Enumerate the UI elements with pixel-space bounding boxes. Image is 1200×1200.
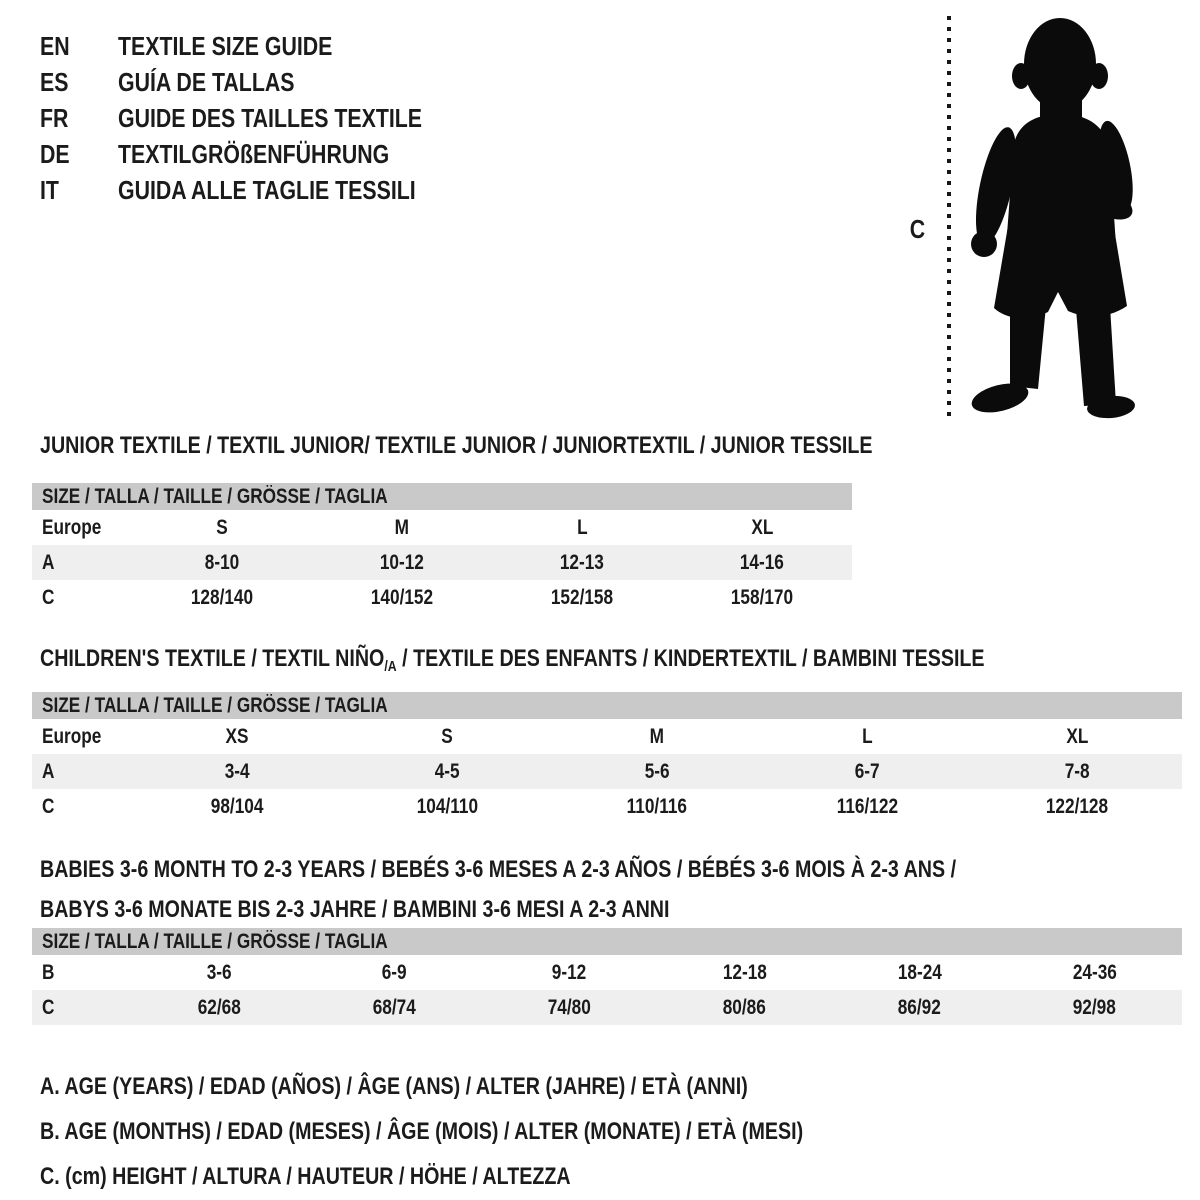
- height-cell: 80/86: [722, 995, 767, 1019]
- size-cell: XS: [225, 724, 249, 748]
- size-cell: XL: [750, 515, 774, 539]
- junior-age-label: A: [42, 550, 55, 574]
- children-height-row: [32, 789, 1182, 824]
- size-cell: L: [861, 724, 873, 748]
- language-code-fr: FR: [40, 102, 69, 133]
- babies-section-title: [40, 850, 1157, 930]
- babies-section-title-line2: BABYS 3-6 MONATE BIS 2-3 JAHRE / BAMBINI 3-6 MESI A 2-3 ANNI: [40, 896, 670, 923]
- age-cell: 4-5: [434, 759, 460, 783]
- language-code-de: DE: [40, 138, 70, 169]
- children-age-label: A: [42, 759, 55, 783]
- language-row-en: [40, 28, 489, 64]
- height-cell: 98/104: [210, 794, 264, 818]
- junior-size-header-text: SIZE / TALLA / TAILLE / GRÖSSE / TAGLIA: [42, 484, 388, 508]
- junior-section-title-text: JUNIOR TEXTILE / TEXTIL JUNIOR/ TEXTILE JUNIOR / JUNIORTEXTIL / JUNIOR TESSILE: [40, 432, 873, 459]
- babies-section-title-line1: BABIES 3-6 MONTH TO 2-3 YEARS / BEBÉS 3-6 MESES A 2-3 AÑOS / BÉBÉS 3-6 MOIS À 2-3 ANS /: [40, 856, 957, 883]
- babies-size-header-text: SIZE / TALLA / TAILLE / GRÖSSE / TAGLIA: [42, 929, 388, 953]
- language-title-block: [40, 28, 489, 208]
- language-row-de: [40, 136, 489, 172]
- height-cell: 110/116: [626, 794, 688, 818]
- months-cell: 12-18: [722, 960, 767, 984]
- legend-height-cm: C. (cm) HEIGHT / ALTURA / HAUTEUR / HÖHE / ALTEZZA: [40, 1163, 571, 1190]
- months-cell: 24-36: [1072, 960, 1117, 984]
- height-cell: 128/140: [190, 585, 254, 609]
- size-cell: M: [394, 515, 410, 539]
- size-cell: S: [216, 515, 228, 539]
- height-cell: 116/122: [836, 794, 898, 818]
- language-title-es: GUÍA DE TALLAS: [118, 66, 295, 97]
- height-cell: 152/158: [550, 585, 614, 609]
- babies-months-label: B: [42, 960, 55, 984]
- language-code-it: IT: [40, 174, 59, 205]
- children-europe-label: Europe: [42, 724, 102, 748]
- language-code-en: EN: [40, 30, 70, 61]
- months-cell: 3-6: [207, 960, 232, 984]
- language-title-fr: GUIDE DES TAILLES TEXTILE: [118, 102, 423, 133]
- babies-size-table: [32, 928, 1182, 1025]
- height-measure-label: C: [909, 214, 926, 244]
- children-europe-row: [32, 719, 1182, 754]
- height-cell: 86/92: [897, 995, 942, 1019]
- children-age-row: [32, 754, 1182, 789]
- junior-europe-row: [32, 510, 852, 545]
- size-cell: L: [576, 515, 588, 539]
- months-cell: 18-24: [897, 960, 942, 984]
- height-cell: 158/170: [730, 585, 794, 609]
- months-cell: 6-9: [382, 960, 407, 984]
- babies-height-label: C: [42, 995, 55, 1019]
- language-code-es: ES: [40, 66, 69, 97]
- language-row-fr: [40, 100, 489, 136]
- height-cell: 104/110: [416, 794, 478, 818]
- nino-a-subscript: /A: [384, 658, 397, 675]
- children-size-header-bar: [32, 692, 1182, 719]
- children-size-table: [32, 692, 1182, 824]
- legend-age-years: A. AGE (YEARS) / EDAD (AÑOS) / ÂGE (ANS) / ALTER (JAHRE) / ETÀ (ANNI): [40, 1073, 748, 1100]
- age-cell: 10-12: [379, 550, 425, 574]
- junior-age-row: [32, 545, 852, 580]
- size-cell: S: [441, 724, 453, 748]
- babies-months-row: [32, 955, 1182, 990]
- legend-block: [40, 1064, 971, 1199]
- children-section-title: [40, 645, 1192, 676]
- children-size-header-text: SIZE / TALLA / TAILLE / GRÖSSE / TAGLIA: [42, 693, 388, 717]
- age-cell: 8-10: [204, 550, 240, 574]
- babies-size-header-bar: [32, 928, 1182, 955]
- children-height-label: C: [42, 794, 55, 818]
- age-cell: 5-6: [644, 759, 670, 783]
- height-measure-dashed-line: [947, 16, 951, 416]
- height-cell: 140/152: [370, 585, 434, 609]
- height-cell: 74/80: [547, 995, 592, 1019]
- legend-age-months: B. AGE (MONTHS) / EDAD (MESES) / ÂGE (MOIS) / ALTER (MONATE) / ETÀ (MESI): [40, 1118, 804, 1145]
- age-cell: 14-16: [739, 550, 785, 574]
- babies-height-row: [32, 990, 1182, 1025]
- months-cell: 9-12: [552, 960, 587, 984]
- age-cell: 7-8: [1064, 759, 1090, 783]
- height-cell: 122/128: [1045, 794, 1109, 818]
- junior-height-row: [32, 580, 852, 615]
- language-title-it: GUIDA ALLE TAGLIE TESSILI: [118, 174, 416, 205]
- junior-section-title: [40, 432, 1055, 460]
- size-cell: M: [649, 724, 665, 748]
- toddler-silhouette-icon: [958, 14, 1143, 419]
- age-cell: 6-7: [854, 759, 880, 783]
- language-title-de: TEXTILGRÖßENFÜHRUNG: [118, 138, 390, 169]
- junior-size-header-bar: [32, 483, 852, 510]
- language-row-es: [40, 64, 489, 100]
- height-cell: 62/68: [197, 995, 242, 1019]
- size-cell: XL: [1065, 724, 1089, 748]
- age-cell: 12-13: [559, 550, 605, 574]
- junior-size-table: [32, 483, 852, 615]
- language-row-it: [40, 172, 489, 208]
- children-section-title-text: CHILDREN'S TEXTILE / TEXTIL $NIÑO_{/A}$ / TEXTILE DES ENFANTS / KINDERTEXTIL / BAMBINI TESSILE: [40, 645, 985, 675]
- junior-height-label: C: [42, 585, 55, 609]
- junior-europe-label: Europe: [42, 515, 102, 539]
- language-title-en: TEXTILE SIZE GUIDE: [118, 30, 333, 61]
- height-cell: 68/74: [372, 995, 417, 1019]
- height-cell: 92/98: [1072, 995, 1117, 1019]
- age-cell: 3-4: [224, 759, 250, 783]
